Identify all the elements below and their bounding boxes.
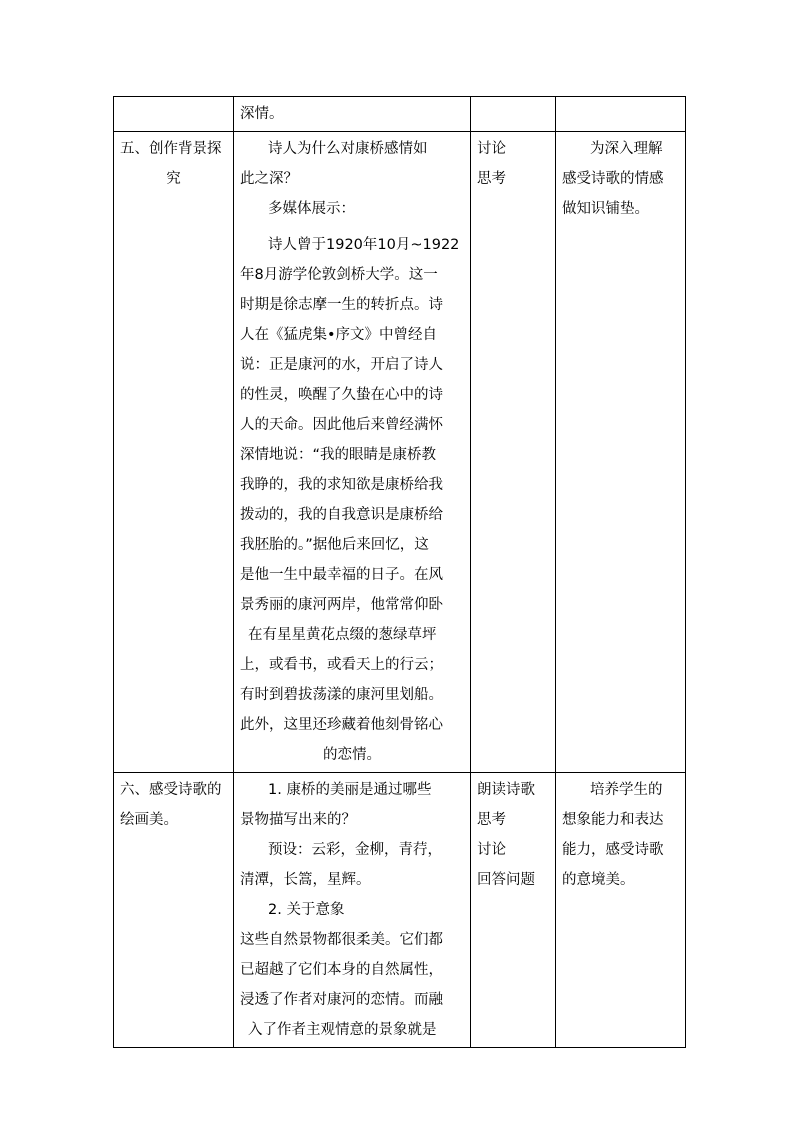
stage-label: 五、创作背景探: [120, 141, 222, 157]
text-line: 景秀丽的康河两岸，他常常仰卧: [240, 597, 443, 613]
text-line: 人在《猛虎集•序文》中曾经自: [240, 327, 438, 343]
text-line: 已超越了它们本身的自然属性，: [240, 962, 443, 978]
purpose-text: 能力，感受诗歌: [562, 842, 664, 858]
table-row: [114, 97, 686, 132]
activity-cell: [471, 132, 556, 773]
table-row: [114, 773, 686, 1048]
text-line: 此之深？: [240, 171, 298, 187]
text-line: 年8月游学伦敦剑桥大学。这一: [240, 267, 438, 283]
text-line: 的恋情。: [323, 747, 381, 763]
content-cell: [234, 773, 471, 1048]
purpose-cell: [556, 97, 686, 132]
stage-cell: [114, 132, 234, 773]
text-line: 此外，这里还珍藏着他刻骨铭心: [240, 717, 443, 733]
purpose-text: 的意境美。: [562, 872, 635, 888]
text-line: 的性灵，唤醒了久蛰在心中的诗: [240, 387, 443, 403]
text-line: 时期是徐志摩一生的转折点。诗: [240, 297, 443, 313]
stage-label: 绘画美。: [120, 812, 178, 828]
text-line: 多媒体展示：: [268, 201, 355, 217]
stage-cell: [114, 97, 234, 132]
text-line: 浸透了作者对康河的恋情。而融: [240, 992, 443, 1008]
activity-label: 讨论: [477, 842, 506, 858]
text-line: 诗人为什么对康桥感情如: [268, 141, 428, 157]
text-line: 预设：云彩，金柳，青荇，: [268, 842, 442, 858]
activity-label: 思考: [477, 171, 506, 187]
activity-cell: [471, 97, 556, 132]
text-line: 在有星星黄花点缀的葱绿草坪: [248, 627, 437, 643]
text-line: 说：正是康河的水，开启了诗人: [240, 357, 443, 373]
purpose-cell: [556, 773, 686, 1048]
activity-label: 讨论: [477, 141, 506, 157]
text-line: 2. 关于意象: [268, 902, 345, 918]
content-cell: [234, 97, 471, 132]
purpose-text: 培养学生的: [590, 782, 663, 798]
activity-cell: [471, 773, 556, 1048]
text-line: 人的天命。因此他后来曾经满怀: [240, 417, 443, 433]
activity-label: 思考: [477, 812, 506, 828]
purpose-text: 为深入理解: [590, 141, 663, 157]
lesson-plan-table: [113, 96, 686, 1048]
purpose-text: 感受诗歌的情感: [562, 171, 664, 187]
text-line: 入了作者主观情意的景象就是: [248, 1022, 437, 1038]
stage-label: 六、感受诗歌的: [120, 782, 222, 798]
content-cell: [234, 132, 471, 773]
text-line: 深情。: [240, 106, 284, 122]
text-line: 景物描写出来的？: [240, 812, 356, 828]
text-line: 是他一生中最幸福的日子。在风: [240, 567, 443, 583]
text-line: 上，或看书，或看天上的行云；: [240, 657, 443, 673]
activity-label: 回答问题: [477, 872, 535, 888]
text-line: 这些自然景物都很柔美。它们都: [240, 932, 443, 948]
text-line: 我睁的，我的求知欲是康桥给我: [240, 477, 443, 493]
text-line: 有时到碧拔荡漾的康河里划船。: [240, 687, 443, 703]
stage-cell: [114, 773, 234, 1048]
purpose-text: 做知识铺垫。: [562, 201, 649, 217]
text-line: 清潭，长篙，星辉。: [240, 872, 371, 888]
text-line: 1. 康桥的美丽是通过哪些: [268, 782, 432, 798]
activity-label: 朗读诗歌: [477, 782, 535, 798]
purpose-text: 想象能力和表达: [562, 812, 664, 828]
text-line: 我胚胎的。”据他后来回忆，这: [240, 537, 429, 553]
text-line: 深情地说：“我的眼睛是康桥教: [240, 447, 437, 463]
text-line: 诗人曾于1920年10月~1922: [268, 237, 460, 253]
stage-label: 究: [166, 171, 181, 187]
purpose-cell: [556, 132, 686, 773]
text-line: 拨动的，我的自我意识是康桥给: [240, 507, 443, 523]
table-row: [114, 132, 686, 773]
